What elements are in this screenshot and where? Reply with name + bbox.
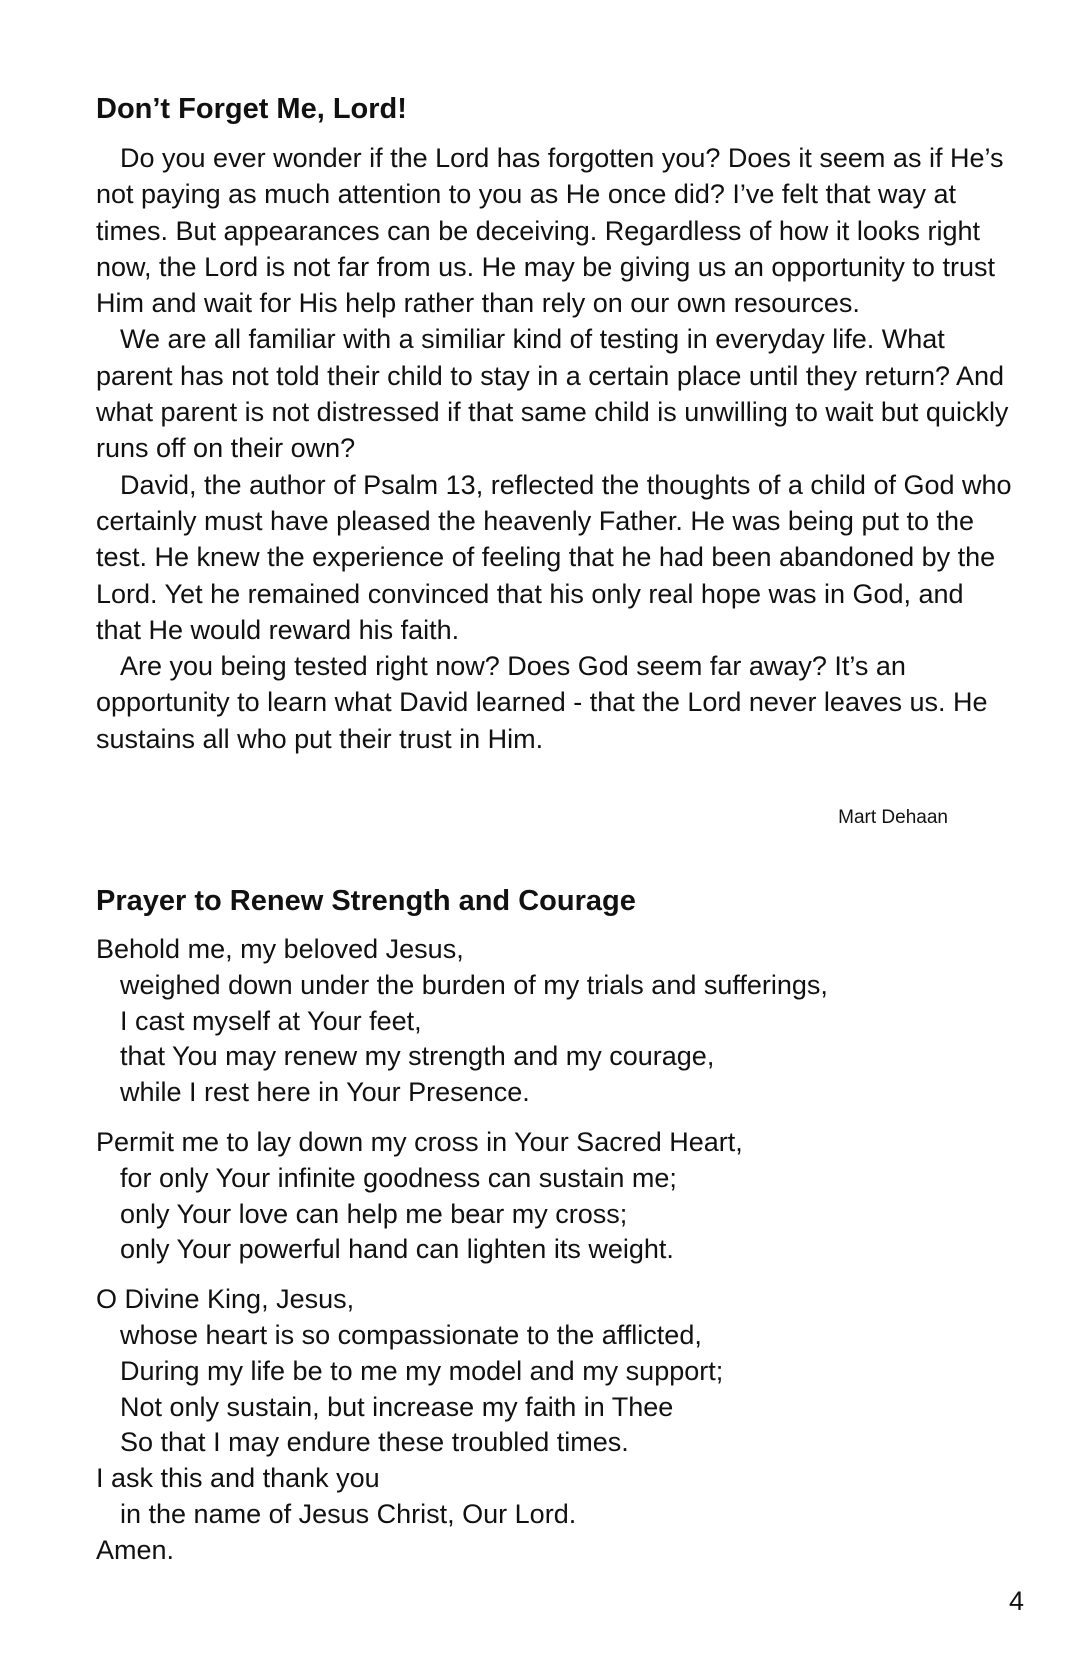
prayer-line: So that I may endure these troubled times.: [120, 1427, 629, 1458]
article-paragraph: We are all familiar with a similiar kind of testing in everyday life. What parent has not told their child to stay in a certain place until they return? And what parent is not distressed if that same child is unwilling to wait but quickly runs off on their own?: [96, 324, 1009, 464]
prayer-line: I cast myself at Your feet,: [120, 1005, 422, 1036]
prayer-line: whose heart is so compassionate to the afflicted,: [120, 1319, 702, 1350]
prayer-line: only Your powerful hand can lighten its weight.: [120, 1234, 674, 1265]
article-paragraph: David, the author of Psalm 13, reflected the thoughts of a child of God who certainly must have pleased the heavenly Father. He was being put to the test. He knew the experience of feeling that he had been abandoned by the Lord. Yet he remained convinced that his only real hope was in God, and that He would reward his faith.: [96, 469, 1012, 645]
article-paragraph: Are you being tested right now? Does God seem far away? It’s an opportunity to learn what David learned - that the Lord never leaves us. He sustains all who put their trust in Him.: [96, 651, 988, 754]
prayer-line: Permit me to lay down my cross in Your Sacred Heart,: [96, 1126, 743, 1157]
prayer-line: while I rest here in Your Presence.: [120, 1077, 530, 1108]
prayer-line: for only Your infinite goodness can sustain me;: [120, 1162, 677, 1193]
prayer-line: weighed down under the burden of my trials and sufferings,: [120, 969, 828, 1000]
prayer-line: I ask this and thank you: [96, 1463, 380, 1494]
article-author: Mart Dehaan: [838, 807, 948, 828]
prayer-line: Not only sustain, but increase my faith in Thee: [120, 1391, 674, 1422]
prayer-stanza: [96, 1282, 1016, 1568]
page-number: 4: [1008, 1586, 1024, 1616]
prayer-line: During my life be to me my model and my support;: [120, 1355, 724, 1386]
prayer-line: Amen.: [96, 1534, 175, 1565]
prayer-line: only Your love can help me bear my cross;: [120, 1198, 628, 1229]
prayer-line: O Divine King, Jesus,: [96, 1284, 355, 1315]
article-paragraph: Do you ever wonder if the Lord has forgotten you? Does it seem as if He’s not paying as much attention to you as He once did? I’ve felt that way at times. But appearances can be deceiving. Regardless of how it looks right now, the Lord is not far from us. He may be giving us an opportunity to trust Him and wait for His help rather than rely on our own resources.: [96, 143, 1004, 319]
prayer-stanza: [96, 932, 1016, 1111]
prayer-stanza: [96, 1125, 1016, 1268]
prayer-line: Behold me, my beloved Jesus,: [96, 934, 464, 964]
prayer-title: Prayer to Renew Strength and Courage: [96, 885, 636, 917]
article-title: Don’t Forget Me, Lord!: [96, 93, 407, 125]
article-body: [96, 140, 1016, 757]
prayer-line: in the name of Jesus Christ, Our Lord.: [120, 1498, 577, 1529]
prayer-line: that You may renew my strength and my courage,: [120, 1041, 715, 1072]
prayer-body: [96, 932, 1016, 1583]
